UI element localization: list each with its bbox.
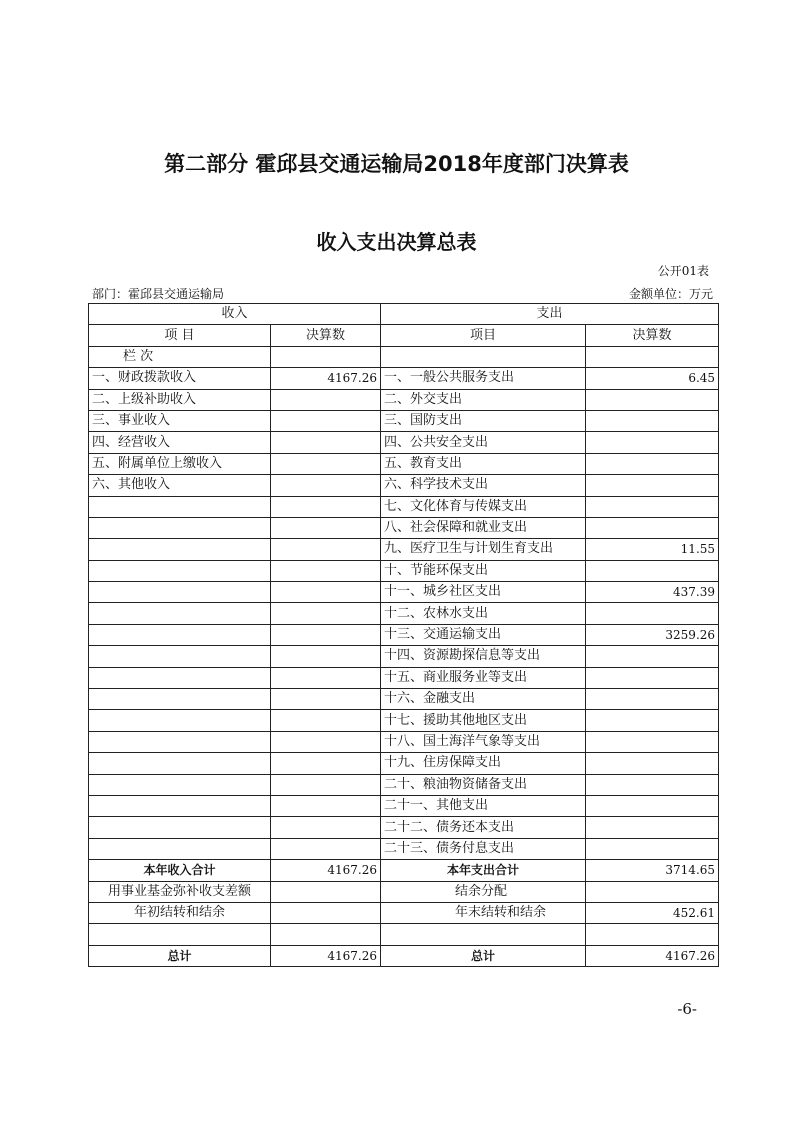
table-row	[89, 475, 719, 496]
income-item-label	[89, 731, 271, 752]
expense-item-value	[586, 517, 719, 538]
expense-item-value	[586, 689, 719, 710]
fund-gap-row	[89, 881, 719, 902]
income-item-value: 4167.26	[271, 368, 381, 389]
expense-item-value	[586, 774, 719, 795]
table-row	[89, 453, 719, 474]
column-header-row	[89, 325, 719, 346]
grand-total-label-right: 总计	[381, 945, 586, 966]
expense-item-value: 3259.26	[586, 624, 719, 645]
row-index-label: 栏 次	[89, 346, 271, 367]
income-item-label	[89, 496, 271, 517]
table-row	[89, 624, 719, 645]
department-label: 部门：霍邱县交通运输局	[92, 287, 225, 301]
expense-item-value	[586, 560, 719, 581]
table-row	[89, 560, 719, 581]
table-row	[89, 817, 719, 838]
amount-unit-label: 金额单位：万元	[628, 287, 713, 301]
col-item-left: 项 目	[89, 325, 271, 346]
expense-item-value	[586, 475, 719, 496]
page-title: 第二部分 霍邱县交通运输局2018年度部门决算表	[164, 152, 629, 176]
income-item-label	[89, 539, 271, 560]
row-index-row	[89, 346, 719, 367]
income-expense-table	[88, 303, 719, 967]
table-body	[89, 304, 719, 860]
expense-item-label: 十七、援助其他地区支出	[381, 710, 586, 731]
expense-item-label: 十二、农林水支出	[381, 603, 586, 624]
form-number: 公开01表	[657, 264, 709, 278]
table-row	[89, 731, 719, 752]
expense-item-value: 6.45	[586, 368, 719, 389]
expense-item-label: 八、社会保障和就业支出	[381, 517, 586, 538]
income-item-label	[89, 795, 271, 816]
annual-total-row	[89, 860, 719, 881]
income-item-value	[271, 624, 381, 645]
expense-item-label: 二十、粮油物资储备支出	[381, 774, 586, 795]
section-header-row	[89, 304, 719, 325]
expense-item-value	[586, 496, 719, 517]
expense-item-value	[586, 432, 719, 453]
table-row	[89, 582, 719, 603]
income-item-label	[89, 710, 271, 731]
income-item-label	[89, 603, 271, 624]
balance-row	[89, 902, 719, 923]
expense-item-label: 十四、资源勘探信息等支出	[381, 646, 586, 667]
begin-balance-label: 年初结转和结余	[89, 902, 271, 923]
income-item-value	[271, 389, 381, 410]
income-item-value	[271, 603, 381, 624]
table-row	[89, 517, 719, 538]
expense-item-value	[586, 389, 719, 410]
expense-item-label: 六、科学技术支出	[381, 475, 586, 496]
income-item-label	[89, 646, 271, 667]
end-balance-value: 452.61	[586, 902, 719, 923]
expense-item-label: 二十一、其他支出	[381, 795, 586, 816]
income-item-label	[89, 689, 271, 710]
income-item-value	[271, 817, 381, 838]
income-item-value	[271, 453, 381, 474]
expense-item-label: 四、公共安全支出	[381, 432, 586, 453]
income-item-label: 五、附属单位上缴收入	[89, 453, 271, 474]
surplus-alloc-label: 结余分配	[381, 881, 586, 902]
table-row	[89, 838, 719, 859]
table-footer	[89, 860, 719, 967]
total-income-value: 4167.26	[271, 860, 381, 881]
expense-item-label: 二十二、债务还本支出	[381, 817, 586, 838]
col-amount-right: 决算数	[586, 325, 719, 346]
expense-header: 支出	[381, 304, 719, 325]
expense-item-value	[586, 410, 719, 431]
expense-item-label: 十九、住房保障支出	[381, 753, 586, 774]
income-item-value	[271, 710, 381, 731]
expense-item-value	[586, 731, 719, 752]
table-row	[89, 603, 719, 624]
income-item-value	[271, 410, 381, 431]
expense-item-label: 三、国防支出	[381, 410, 586, 431]
grand-total-value-left: 4167.26	[271, 945, 381, 966]
expense-item-value	[586, 838, 719, 859]
end-balance-label: 年末结转和结余	[381, 902, 586, 923]
income-item-value	[271, 496, 381, 517]
table-row	[89, 710, 719, 731]
income-item-label: 六、其他收入	[89, 475, 271, 496]
expense-item-value	[586, 603, 719, 624]
table-row	[89, 646, 719, 667]
table-title: 收入支出决算总表	[316, 230, 477, 254]
table-row	[89, 795, 719, 816]
page-number: -6-	[677, 1000, 697, 1018]
expense-item-label: 十五、商业服务业等支出	[381, 667, 586, 688]
income-item-value	[271, 689, 381, 710]
income-item-label	[89, 667, 271, 688]
income-item-value	[271, 517, 381, 538]
col-item-right: 项目	[381, 325, 586, 346]
income-item-value	[271, 731, 381, 752]
total-income-label: 本年收入合计	[89, 860, 271, 881]
income-header: 收入	[89, 304, 381, 325]
expense-item-label: 十八、国土海洋气象等支出	[381, 731, 586, 752]
income-item-label	[89, 753, 271, 774]
income-item-value	[271, 539, 381, 560]
grand-total-label-left: 总计	[89, 945, 271, 966]
expense-item-value	[586, 453, 719, 474]
income-item-value	[271, 432, 381, 453]
total-expense-value: 3714.65	[586, 860, 719, 881]
table-row	[89, 368, 719, 389]
expense-item-value	[586, 710, 719, 731]
income-item-label	[89, 624, 271, 645]
table-row	[89, 410, 719, 431]
income-item-label	[89, 582, 271, 603]
income-item-value	[271, 646, 381, 667]
table-row	[89, 432, 719, 453]
income-item-value	[271, 475, 381, 496]
expense-item-label: 二十三、债务付息支出	[381, 838, 586, 859]
income-item-value	[271, 795, 381, 816]
income-item-label	[89, 774, 271, 795]
table-row	[89, 753, 719, 774]
table-row	[89, 496, 719, 517]
income-item-value	[271, 753, 381, 774]
total-expense-label: 本年支出合计	[381, 860, 586, 881]
table-row	[89, 539, 719, 560]
table-row	[89, 689, 719, 710]
income-item-value	[271, 560, 381, 581]
income-item-label	[89, 838, 271, 859]
income-item-value	[271, 582, 381, 603]
expense-item-value: 437.39	[586, 582, 719, 603]
expense-item-label: 十三、交通运输支出	[381, 624, 586, 645]
income-item-label: 一、财政拨款收入	[89, 368, 271, 389]
col-amount-left: 决算数	[271, 325, 381, 346]
income-item-label	[89, 517, 271, 538]
table-row	[89, 389, 719, 410]
income-item-label	[89, 560, 271, 581]
expense-item-label: 九、医疗卫生与计划生育支出	[381, 539, 586, 560]
income-item-value	[271, 774, 381, 795]
expense-item-label: 十六、金融支出	[381, 689, 586, 710]
grand-total-row	[89, 945, 719, 966]
grand-total-value-right: 4167.26	[586, 945, 719, 966]
table-row	[89, 774, 719, 795]
expense-item-value	[586, 753, 719, 774]
table-row	[89, 667, 719, 688]
expense-item-value	[586, 667, 719, 688]
income-item-value	[271, 838, 381, 859]
expense-item-value: 11.55	[586, 539, 719, 560]
fund-gap-label: 用事业基金弥补收支差额	[89, 881, 271, 902]
expense-item-label: 五、教育支出	[381, 453, 586, 474]
income-item-label	[89, 817, 271, 838]
expense-item-label: 一、一般公共服务支出	[381, 368, 586, 389]
expense-item-value	[586, 646, 719, 667]
income-item-label: 二、上级补助收入	[89, 389, 271, 410]
income-item-label: 四、经营收入	[89, 432, 271, 453]
expense-item-label: 二、外交支出	[381, 389, 586, 410]
blank-row	[89, 924, 719, 945]
expense-item-value	[586, 795, 719, 816]
income-item-label: 三、事业收入	[89, 410, 271, 431]
expense-item-label: 十一、城乡社区支出	[381, 582, 586, 603]
income-item-value	[271, 667, 381, 688]
expense-item-label: 十、节能环保支出	[381, 560, 586, 581]
expense-item-label: 七、文化体育与传媒支出	[381, 496, 586, 517]
expense-item-value	[586, 817, 719, 838]
